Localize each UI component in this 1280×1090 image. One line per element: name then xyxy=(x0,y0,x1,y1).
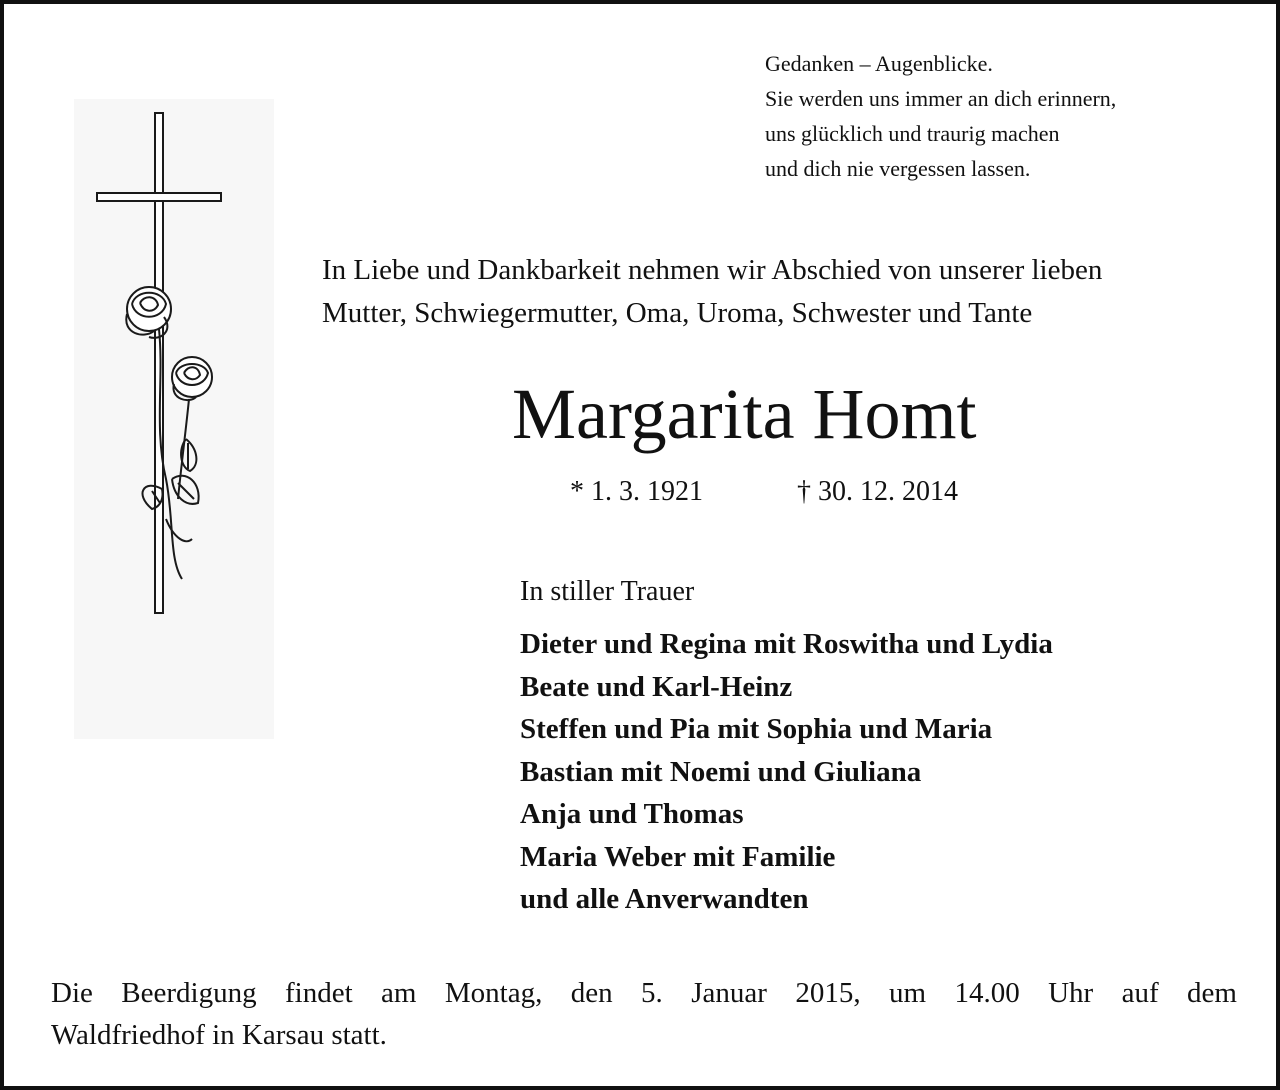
mourner-line: Steffen und Pia mit Sophia und Maria xyxy=(520,713,993,745)
poem-line: uns glücklich und traurig machen xyxy=(765,121,1060,146)
death-date: † 30. 12. 2014 xyxy=(797,476,958,507)
cross-with-roses-icon xyxy=(74,99,274,739)
mourner-line: Dieter und Regina mit Roswitha und Lydia xyxy=(520,628,1053,660)
poem-line: Gedanken – Augenblicke. xyxy=(765,51,993,76)
poem-line: und dich nie vergessen lassen. xyxy=(765,156,1031,181)
mourner-line: Bastian mit Noemi und Giuliana xyxy=(520,755,922,788)
funeral-notice xyxy=(51,972,1237,1056)
mourner-line: Beate und Karl-Heinz xyxy=(520,670,793,703)
birth-date: * 1. 3. 1921 xyxy=(570,476,703,507)
poem xyxy=(765,46,1116,186)
funeral-line: Waldfriedhof in Karsau statt. xyxy=(51,1019,387,1051)
poem-line: Sie werden uns immer an dich erinnern, xyxy=(765,86,1117,111)
intro-line: In Liebe und Dankbarkeit nehmen wir Abschied von unserer lieben xyxy=(322,254,1103,286)
mourner-line: Maria Weber mit Familie xyxy=(520,840,836,873)
mourners-heading: In stiller Trauer xyxy=(520,576,695,607)
intro-line: Mutter, Schwiegermutter, Oma, Uroma, Schwester und Tante xyxy=(322,297,1033,329)
mourner-line: und alle Anverwandten xyxy=(520,883,809,915)
mourner-line: Anja und Thomas xyxy=(520,798,744,830)
mourners-list xyxy=(520,623,1053,921)
farewell-intro xyxy=(322,249,1102,335)
deceased-name: Margarita Homt xyxy=(512,374,977,454)
funeral-line: Die Beerdigung findet am Montag, den 5. Januar 2015, um 14.00 Uhr auf dem xyxy=(51,977,1237,1009)
